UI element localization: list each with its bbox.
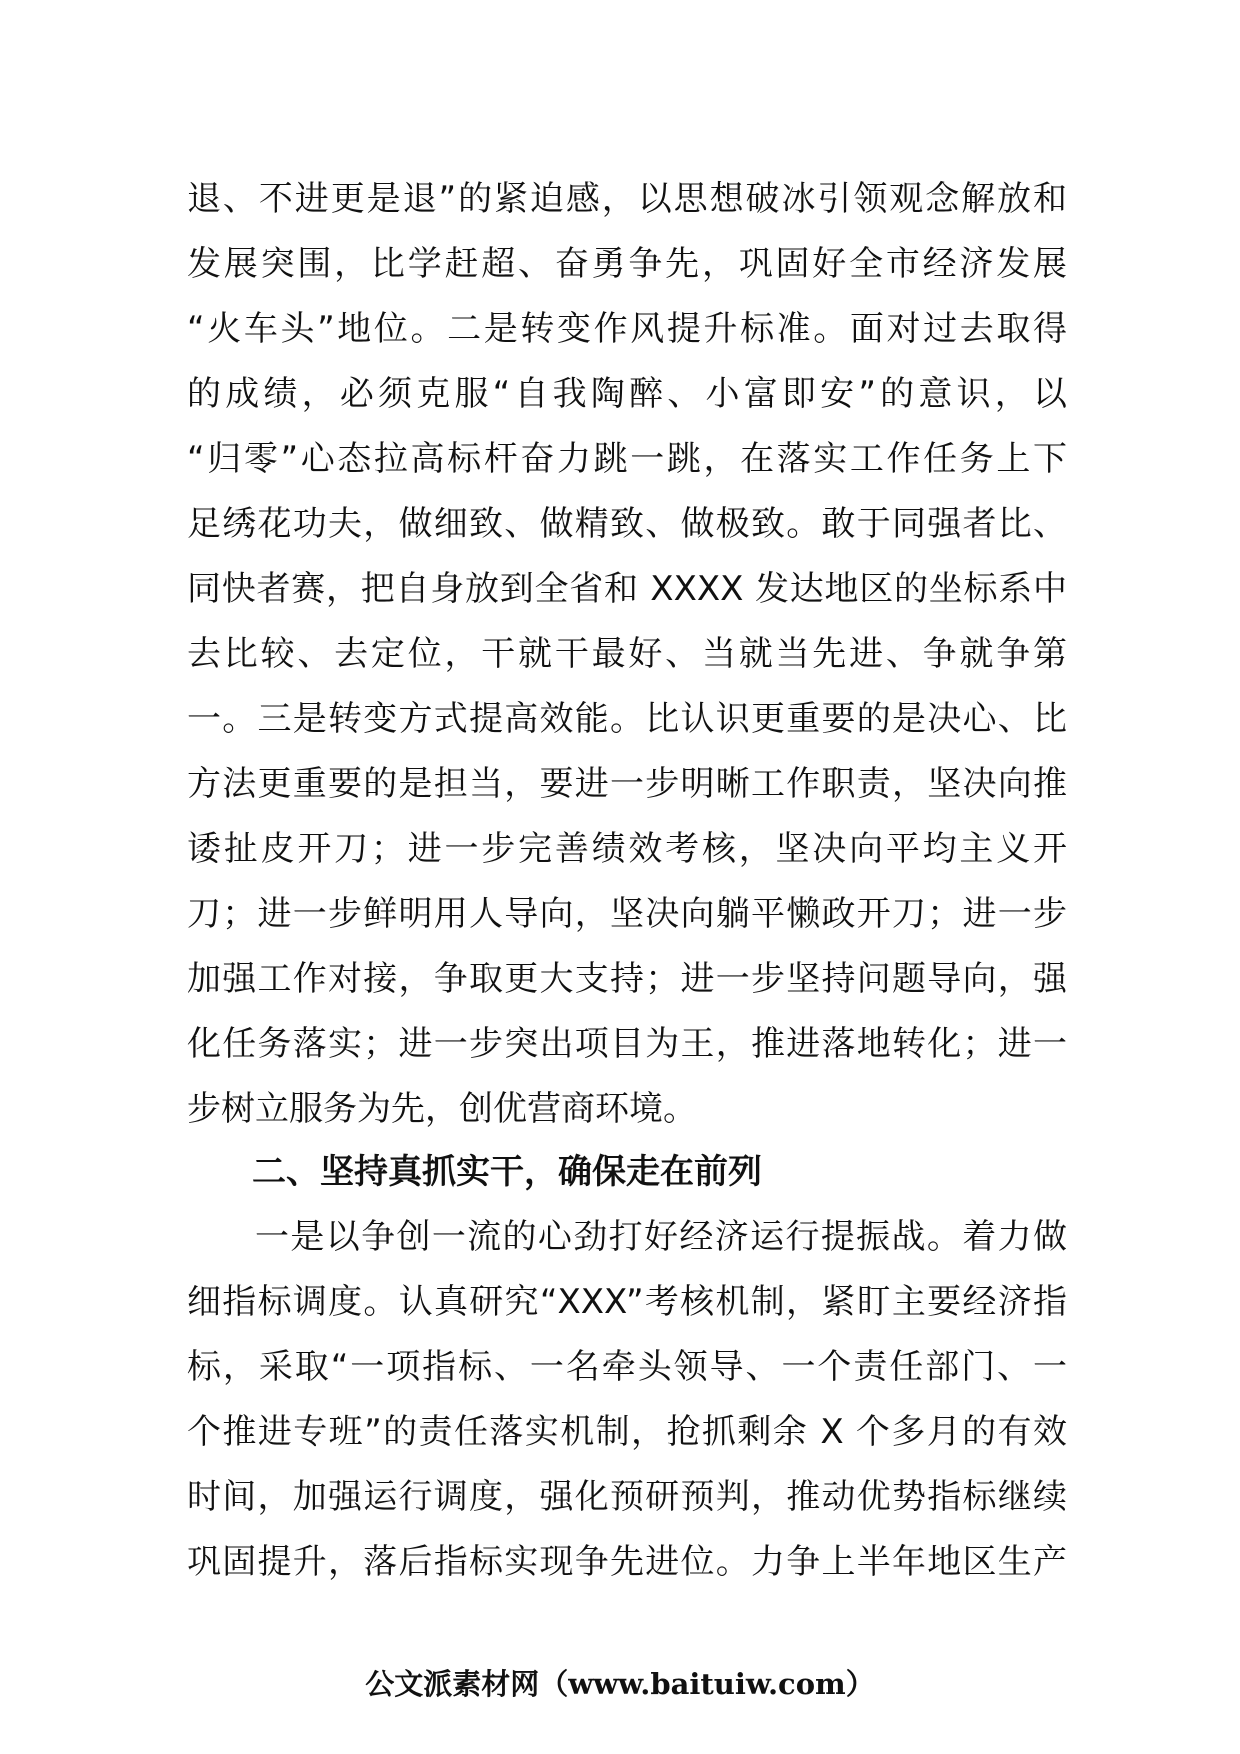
- text-line: 的成绩，必须克服“自我陶醉、小富即安”的意识，以: [187, 374, 1067, 414]
- section-heading: 二、坚持真抓实干，确保走在前列: [252, 1152, 762, 1192]
- text-line: 一。三是转变方式提高效能。比认识更重要的是决心、比: [187, 699, 1067, 739]
- text-line: 细指标调度。认真研究“XXX”考核机制，紧盯主要经济指: [187, 1282, 1067, 1322]
- text-line: “火车头”地位。二是转变作风提升标准。面对过去取得: [187, 309, 1067, 349]
- section-heading-block: [187, 1140, 1067, 1205]
- text-line: 发展突围，比学赶超、奋勇争先，巩固好全市经济发展: [187, 244, 1067, 284]
- footer-watermark: 公文派素材网（www.baituiw.com）: [365, 1667, 875, 1701]
- text-line: 标，采取“一项指标、一名牵头领导、一个责任部门、一: [187, 1347, 1067, 1387]
- text-line: 时间，加强运行调度，强化预研预判，推动优势指标继续: [187, 1477, 1067, 1517]
- text-line: 巩固提升，落后指标实现争先进位。力争上半年地区生产: [187, 1542, 1067, 1582]
- paragraph-2: [187, 1205, 1067, 1595]
- text-line: 方法更重要的是担当，要进一步明晰工作职责，坚决向推: [187, 764, 1067, 804]
- text-line: 个推进专班”的责任落实机制，抢抓剩余 X 个多月的有效: [187, 1412, 1067, 1452]
- text-line: 诿扯皮开刀；进一步完善绩效考核，坚决向平均主义开: [187, 829, 1067, 869]
- paragraph-1: [187, 167, 1067, 1142]
- text-line: “归零”心态拉高标杆奋力跳一跳，在落实工作任务上下: [187, 439, 1067, 479]
- text-line: 刀；进一步鲜明用人导向，坚决向躺平懒政开刀；进一步: [187, 894, 1067, 934]
- text-line: 同快者赛，把自身放到全省和 XXXX 发达地区的坐标系中: [187, 569, 1067, 609]
- text-line: 加强工作对接，争取更大支持；进一步坚持问题导向，强: [187, 959, 1067, 999]
- text-line: 去比较、去定位，干就干最好、当就当先进、争就争第: [187, 634, 1067, 674]
- text-line: 足绣花功夫，做细致、做精致、做极致。敢于同强者比、: [187, 504, 1067, 544]
- text-line-first: 一是以争创一流的心劲打好经济运行提振战。着力做: [255, 1217, 1067, 1257]
- text-line: 退、不进更是退”的紧迫感，以思想破冰引领观念解放和: [187, 179, 1067, 219]
- text-line: 化任务落实；进一步突出项目为王，推进落地转化；进一: [187, 1024, 1067, 1064]
- text-line-last: 步树立服务为先，创优营商环境。: [187, 1089, 697, 1129]
